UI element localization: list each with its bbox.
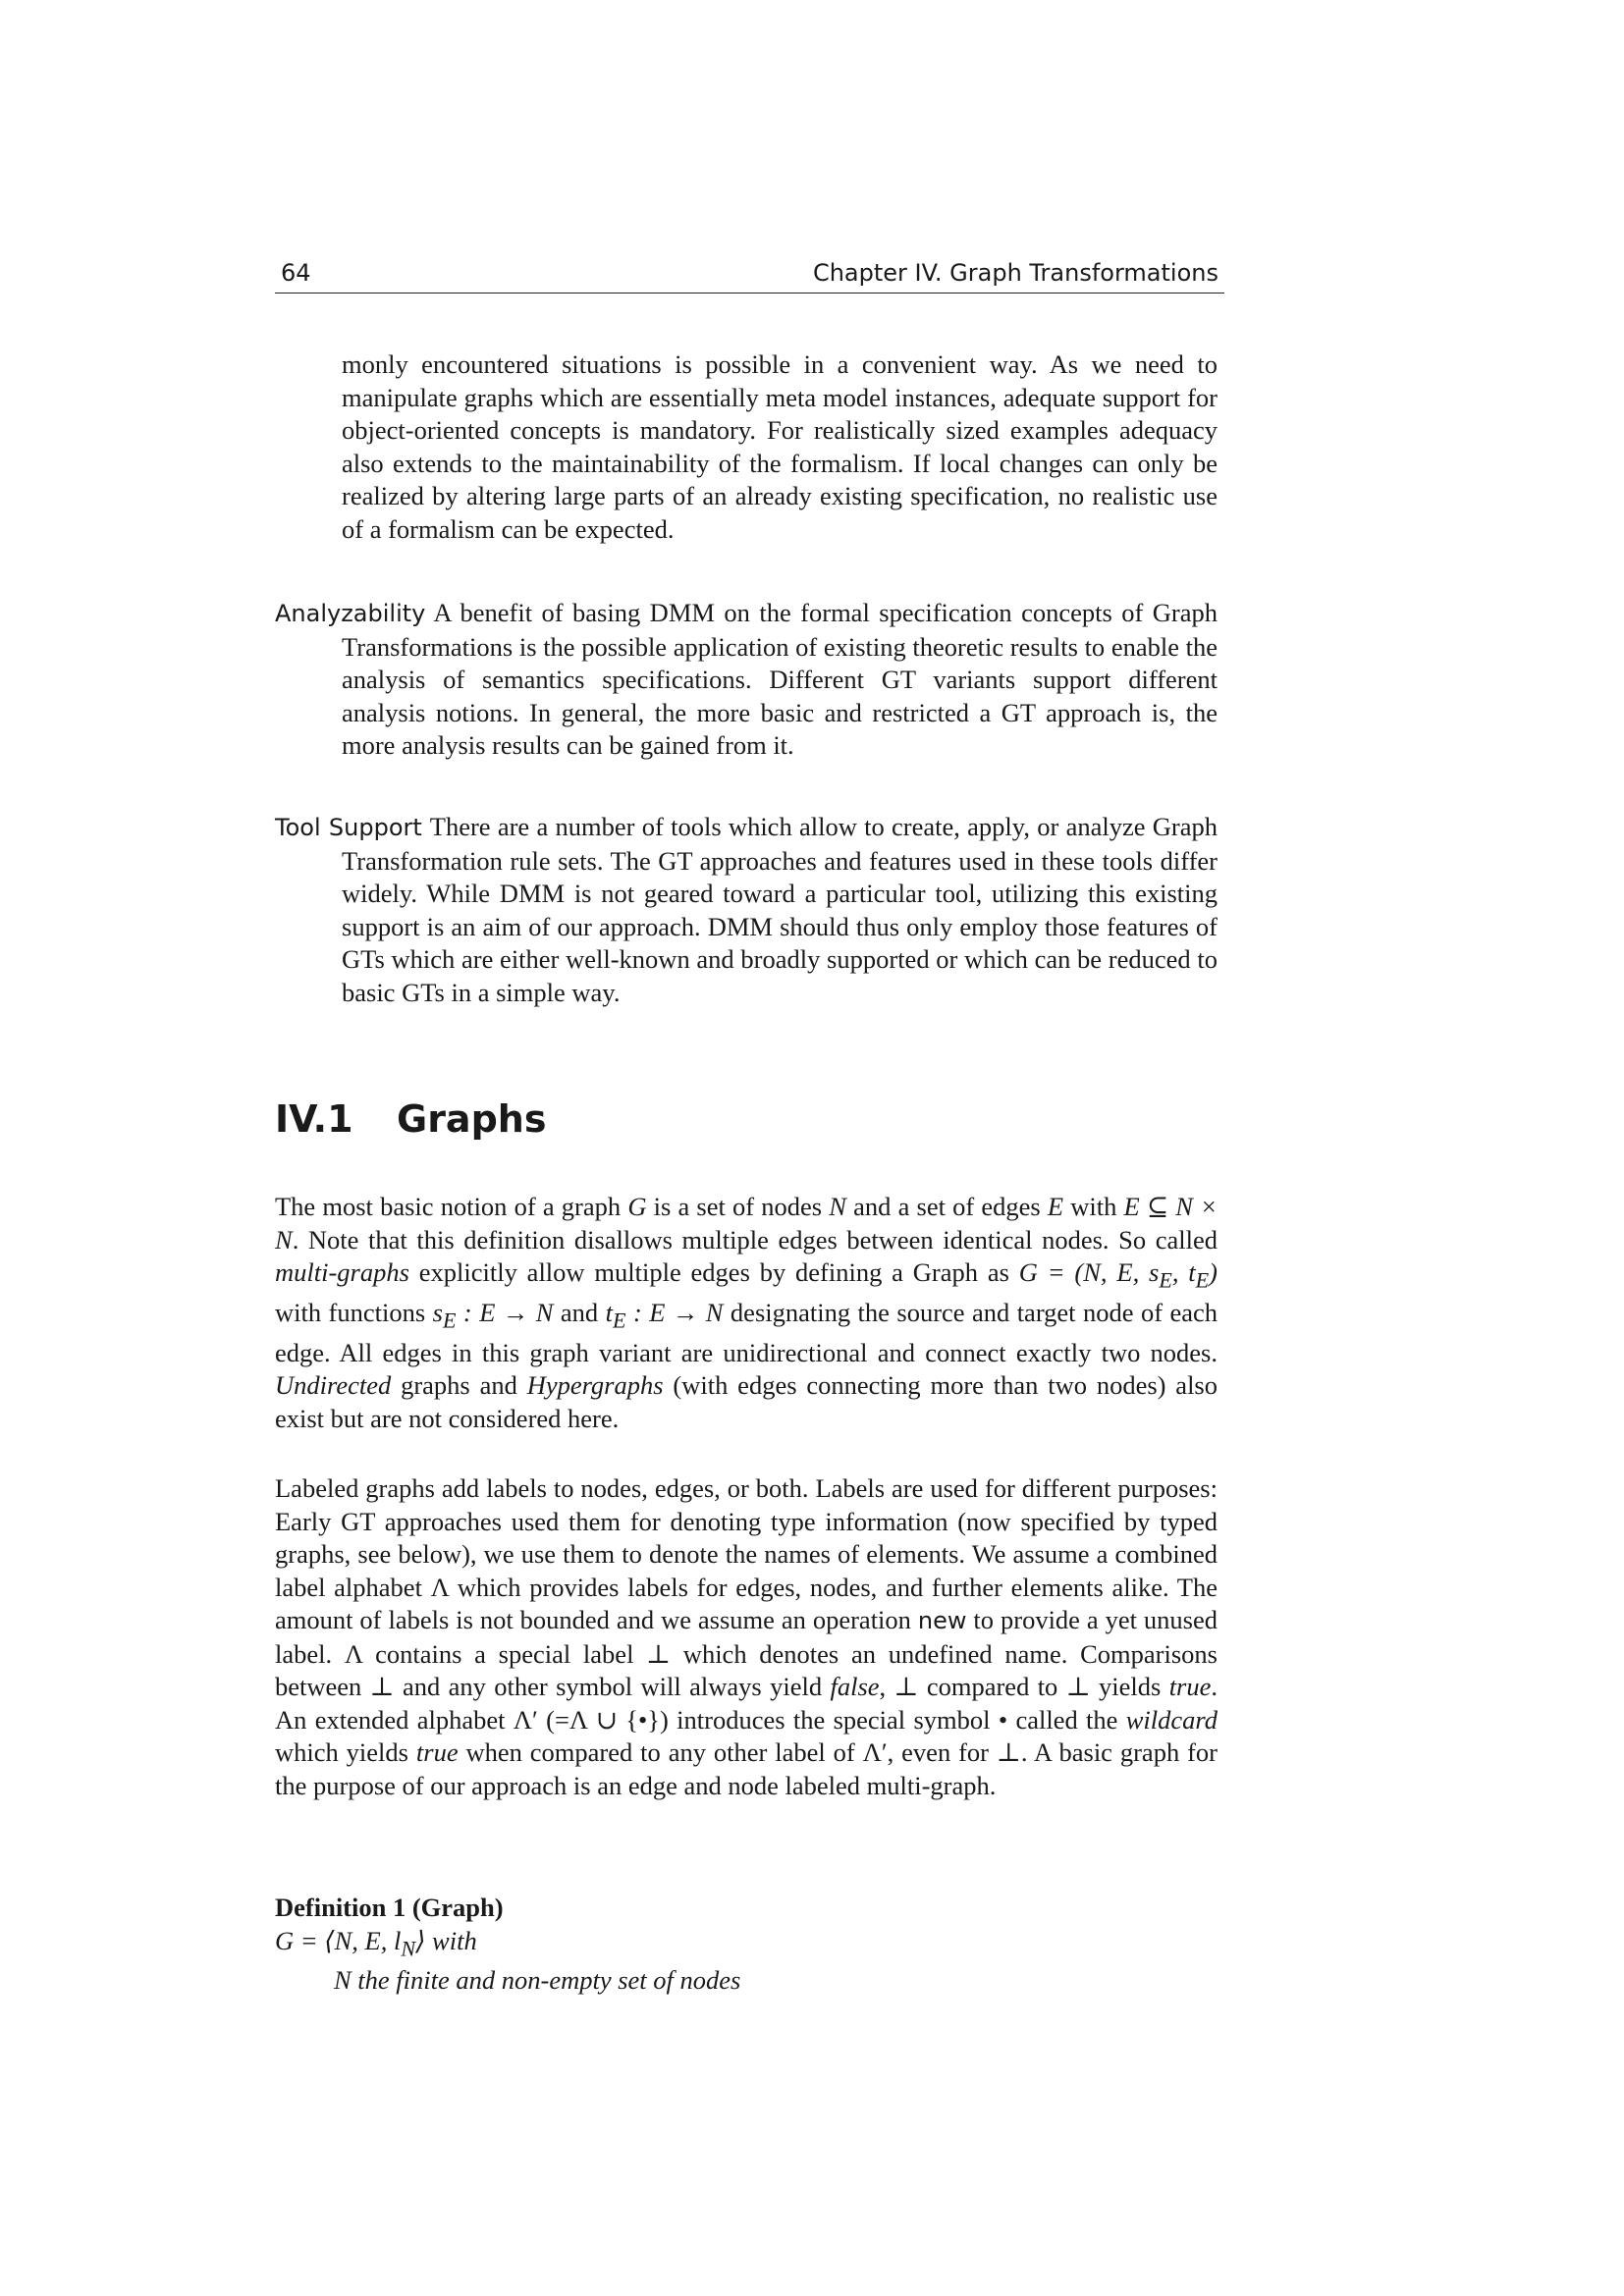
continuation-paragraph xyxy=(275,348,1218,546)
section-heading xyxy=(275,1097,546,1141)
paragraph-graph-definition: The most basic notion of a graph G is a set of nodes N and a set of edges E with E ⊆ N × N. Note that this definition disallows multiple edges between identical nodes. So called multi-graphs explicitly allow multiple edges by defining a Graph as G = (N, E, $s_E$, $t_E$) with functions $s_E$ : E → N and $t_E$ : E → N designating the source and target node of each edge. All edges in this graph variant are unidirectional and connect exactly two nodes. Undirected graphs and Hypergraphs (with edges connecting more than two nodes) also exist but are not considered here. xyxy=(275,1192,1218,1433)
item-term: Analyzability xyxy=(275,600,426,627)
term-multi-graphs: multi-graphs xyxy=(275,1257,409,1287)
item-text: A benefit of basing DMM on the formal specification concepts of Graph Transformations is the possible application of existing theoretic results to enable the analysis of semantics specifications. Different GT variants support different analysis notions. In general, the more basic and restricted a GT approach is, the more analysis results can be gained from it. xyxy=(342,598,1218,760)
running-title: Chapter IV. Graph Transformations xyxy=(812,259,1218,287)
section-title: Graphs xyxy=(397,1097,547,1141)
operation-new: new xyxy=(917,1607,967,1634)
description-item-tool-support xyxy=(275,811,1218,1009)
item-text: There are a number of tools which allow to create, apply, or analyze Graph Transformation rule sets. The GT approaches and features used in these tools differ widely. While DMM is not geared toward a particular tool, utilizing this existing support is an aim of our approach. DMM should thus only employ those features of GTs which are either well-known and broadly supported or which can be reduced to basic GTs in a simple way. xyxy=(342,812,1218,1007)
section-number: IV.1 xyxy=(275,1097,353,1141)
continuation-text: monly encountered situations is possible in a convenient way. As we need to manipulate graphs which are essentially meta model instances, adequate support for object-oriented concepts is mandatory. For realistically sized examples adequacy also extends to the maintainability of the formalism. If local changes can only be realized by altering large parts of an already existing specification, no realistic use of a formalism can be expected. xyxy=(342,349,1218,544)
page-number: 64 xyxy=(281,259,311,287)
item-term: Tool Support xyxy=(275,814,422,841)
definition-line-1: G = ⟨N, E, $l_N⟩$ with xyxy=(275,1925,477,1960)
definition-title: Definition 1 (Graph) xyxy=(275,1893,504,1922)
definition-line-2: N the finite and non-empty set of nodes xyxy=(334,1965,741,1996)
paragraph-labeled-graphs: Labeled graphs add labels to nodes, edges, or both. Labels are used for different purposes: Early GT approaches used them for denoting type information (now specified by typed graphs, see below), we use them to denote the names of elements. We assume a combined label alphabet Λ which provides labels for edges, nodes, and further elements alike. The amount of labels is not bounded and we assume an operation new to provide a yet unused label. Λ contains a special label ⊥ which denotes an undefined name. Comparisons between ⊥ and any other symbol will always yield false, ⊥ compared to ⊥ yields true. An extended alphabet Λ′ (=Λ ∪ {•}) introduces the special symbol • called the wildcard which yields true when compared to any other label of Λ′, even for ⊥. A basic graph for the purpose of our approach is an edge and node labeled multi-graph. xyxy=(275,1473,1218,1800)
page-header xyxy=(275,255,1224,294)
description-item-analyzability xyxy=(275,597,1218,763)
definition-block xyxy=(275,1892,1218,1998)
